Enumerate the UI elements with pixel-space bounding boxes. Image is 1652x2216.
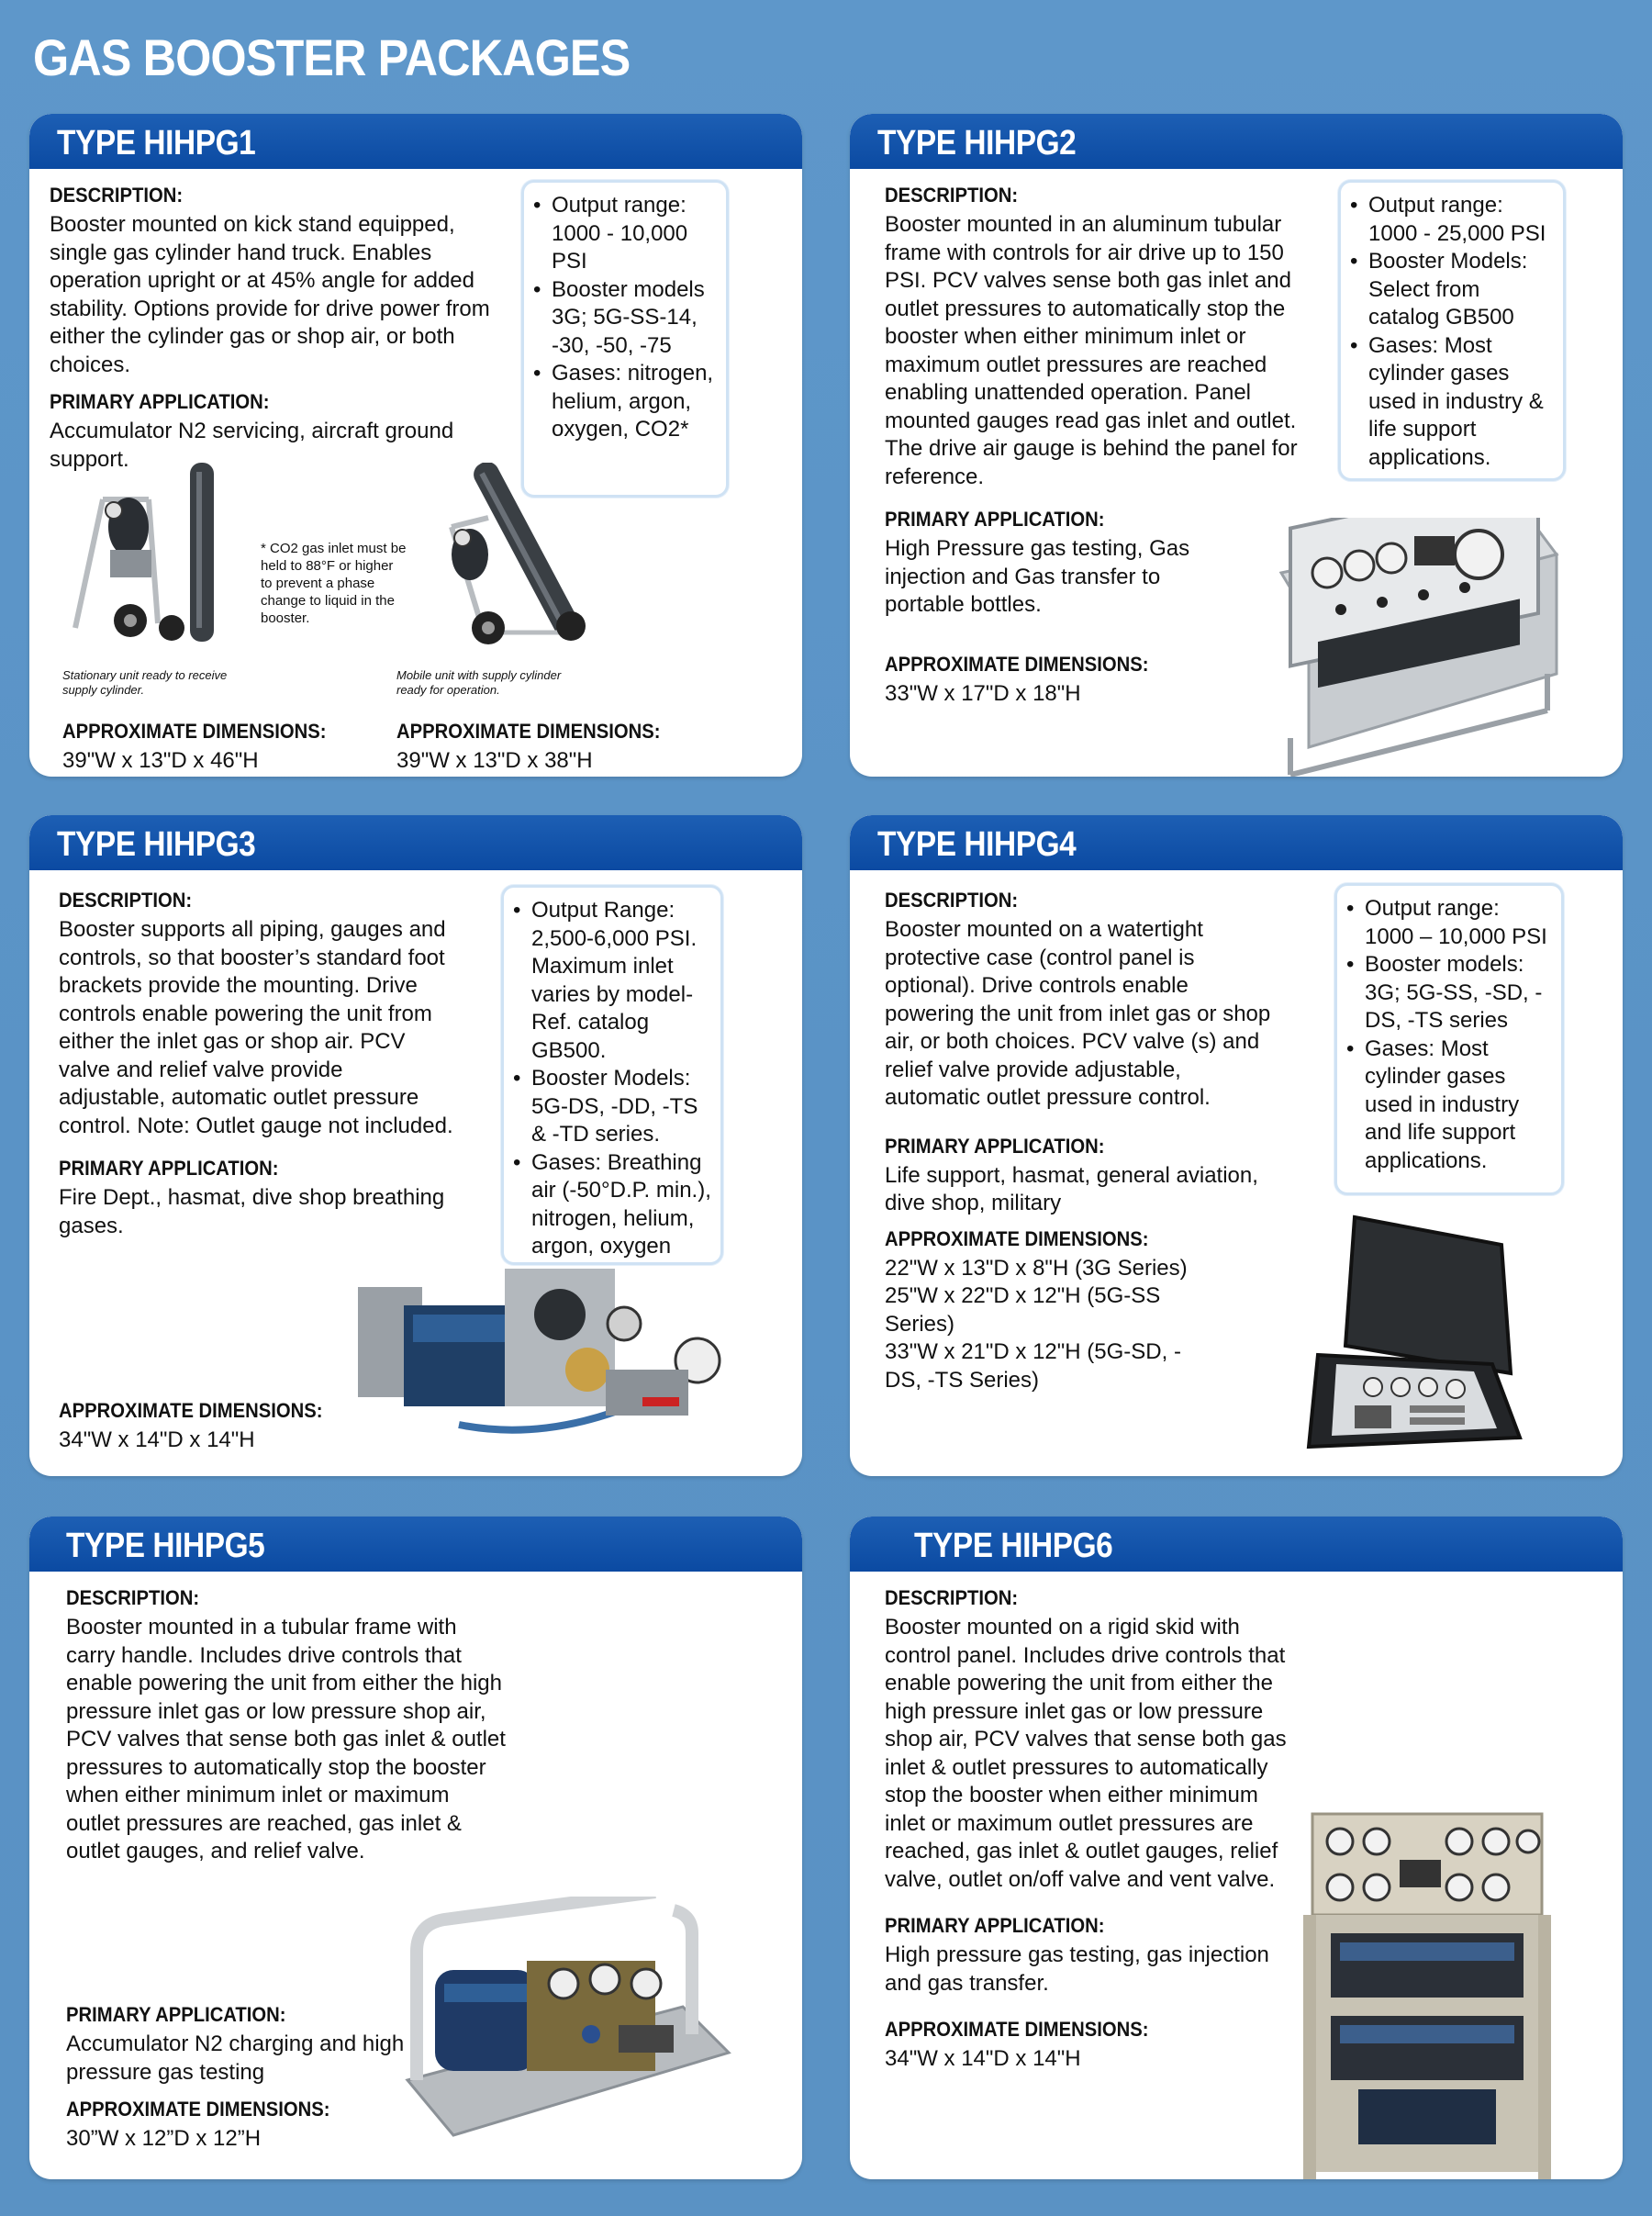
application-text: Accumulator N2 servicing, aircraft ground support.	[50, 419, 454, 472]
spec-item: • Gases: nitrogen, helium, argon, oxygen, CO2*	[533, 360, 717, 444]
description-label: DESCRIPTION:	[885, 1586, 1019, 1609]
card-title: TYPE HIHPG2	[850, 114, 1623, 169]
description-label: DESCRIPTION:	[66, 1586, 200, 1609]
description-text: Booster mounted on kick stand equipped, single gas cylinder hand truck. Enables operation upright or at 45% angle for added stability. Options provide for drive power from either the cylinder gas or shop air, or both choices.	[50, 212, 490, 377]
description-text: Booster supports all piping, gauges and controls, so that booster’s standard foot brackets provide the mounting. Drive controls enable powering the unit from either the inlet gas or shop air. PCV valve and relief valve provide adjustable, automatic outlet pressure control. Note: Outlet gauge not included.	[59, 917, 453, 1138]
application-label: PRIMARY APPLICATION:	[66, 2003, 286, 2026]
dimensions-line: 22"W x 13"D x 8"H (3G Series)	[885, 1255, 1188, 1281]
spec-item: • Booster models 3G; 5G-SS-14, -30, -50, -75	[533, 276, 717, 361]
dimensions-line: 33"W x 21"D x 12"H (5G-SD, -DS, -TS Series)	[885, 1339, 1181, 1393]
spec-item: • Booster models: 3G; 5G-SS, -SD, -DS, -TS series	[1346, 951, 1552, 1035]
spec-item: • Booster Models: Select from catalog GB500	[1350, 248, 1554, 332]
description-text: Booster mounted in an aluminum tubular frame with controls for air drive up to 150 PSI. PCV valves sense both gas inlet and outlet pressures to automatically stop the booster when either minimum inlet or maximum outlet pressures are reached enabling unattended operation. Panel mounted gauges read gas inlet and outlet. The drive air gauge is behind the panel for reference.	[885, 212, 1298, 489]
card-hihpg2	[850, 114, 1623, 777]
spec-item: • Output range: 1000 – 10,000 PSI	[1346, 895, 1552, 951]
hihpg2-product-image	[1254, 518, 1566, 777]
stationary-unit-image	[57, 463, 240, 646]
hihpg5-product-image	[380, 1897, 747, 2163]
spec-item: • Booster Models: 5G-DS, -DD, -TS & -TD series.	[513, 1065, 711, 1149]
caption-mobile: Mobile unit with supply cylinder ready for operation.	[396, 668, 562, 697]
spec-box	[1338, 180, 1566, 481]
description-text: Booster mounted in a tubular frame with carry handle. Includes drive controls that enable powering the unit from either the high pressure inlet gas or low pressure shop air, PCV valves that sense both gas inlet & outlet pressures to automatically stop the booster when either minimum inlet or maximum outlet pressures are reached, gas inlet & outlet gauges, and relief valve.	[66, 1615, 506, 1863]
dimensions-label: APPROXIMATE DIMENSIONS:	[59, 1399, 323, 1422]
card-hihpg3	[29, 815, 802, 1476]
description-text: Booster mounted on a watertight protective case (control panel is optional). Drive controls enable powering the unit from inlet gas or shop air, or both choices. PCV valve (s) and relief valve provide adjustable, automatic outlet pressure control.	[885, 917, 1271, 1110]
spec-item: • Gases: Most cylinder gases used in industry and life support applications.	[1346, 1035, 1552, 1176]
dimensions-text: 39"W x 13"D x 46"H	[62, 748, 259, 773]
co2-note: * CO2 gas inlet must be held to 88°F or higher to prevent a phase change to liquid in the booster.	[261, 541, 407, 626]
dimensions-label: APPROXIMATE DIMENSIONS:	[885, 1226, 1149, 1250]
card-hihpg1	[29, 114, 802, 777]
card-hihpg5	[29, 1517, 802, 2179]
spec-item: • Output Range: 2,500-6,000 PSI. Maximum inlet varies by model- Ref. catalog GB500.	[513, 897, 711, 1065]
dimensions-label: APPROXIMATE DIMENSIONS:	[885, 652, 1149, 676]
hihpg3-product-image	[349, 1259, 734, 1452]
hihpg6-product-image	[1285, 1805, 1560, 2179]
description-label: DESCRIPTION:	[59, 889, 193, 912]
application-label: PRIMARY APPLICATION:	[885, 1914, 1105, 1937]
spec-item: • Output range: 1000 - 25,000 PSI	[1350, 192, 1554, 248]
application-label: PRIMARY APPLICATION:	[59, 1157, 279, 1180]
card-title: TYPE HIHPG4	[850, 815, 1623, 870]
description-label: DESCRIPTION:	[50, 184, 184, 207]
card-title: TYPE HIHPG6	[850, 1517, 1623, 1572]
application-text: High pressure gas testing, gas injection and gas transfer.	[885, 1942, 1269, 1996]
spec-item: • Gases: Breathing air (-50°D.P. min.), nitrogen, helium, argon, oxygen	[513, 1149, 711, 1261]
dimensions-label: APPROXIMATE DIMENSIONS:	[62, 720, 327, 743]
description-label: DESCRIPTION:	[885, 184, 1019, 207]
caption-stationary: Stationary unit ready to receive supply cylinder.	[62, 668, 228, 697]
card-title: TYPE HIHPG3	[29, 815, 802, 870]
dimensions-text: 39"W x 13"D x 38"H	[396, 748, 593, 773]
description-label: DESCRIPTION:	[885, 889, 1019, 912]
application-label: PRIMARY APPLICATION:	[885, 508, 1105, 531]
mobile-unit-image	[433, 463, 589, 646]
spec-item: • Output range: 1000 - 10,000 PSI	[533, 192, 717, 276]
page-title: GAS BOOSTER PACKAGES	[33, 28, 631, 86]
spec-item: • Gases: Most cylinder gases used in industry & life support applications.	[1350, 332, 1554, 473]
dimensions-label: APPROXIMATE DIMENSIONS:	[66, 2098, 330, 2121]
dimensions-label: APPROXIMATE DIMENSIONS:	[396, 720, 661, 743]
application-label: PRIMARY APPLICATION:	[885, 1134, 1105, 1158]
spec-box	[1334, 883, 1564, 1195]
application-text: Accumulator N2 charging and high pressure gas testing	[66, 2031, 405, 2085]
application-text: High Pressure gas testing, Gas injection and Gas transfer to portable bottles.	[885, 536, 1190, 617]
card-hihpg6	[850, 1517, 1623, 2179]
card-title: TYPE HIHPG5	[29, 1517, 802, 1572]
dimensions-text: 33"W x 17"D x 18"H	[885, 680, 1081, 706]
dimensions-text: 30”W x 12”D x 12”H	[66, 2126, 262, 2151]
dimensions-text: 34"W x 14"D x 14"H	[885, 2046, 1081, 2071]
dimensions-text: 34"W x 14"D x 14"H	[59, 1427, 255, 1452]
dimensions-label: APPROXIMATE DIMENSIONS:	[885, 2018, 1149, 2041]
card-title: TYPE HIHPG1	[29, 114, 802, 169]
description-text: Booster mounted on a rigid skid with control panel. Includes drive controls that enable powering the unit from either the high pressure inlet gas or low pressure shop air, PCV valves that sense both gas inlet & outlet pressures to automatically stop the booster when either minimum inlet or maximum outlet pressures are reached, gas inlet & outlet gauges, relief valve, outlet on/off valve and vent valve.	[885, 1615, 1287, 1892]
spec-box	[501, 885, 723, 1265]
card-hihpg4	[850, 815, 1623, 1476]
hihpg4-product-image	[1290, 1208, 1529, 1456]
spec-box	[521, 180, 729, 498]
application-text: Fire Dept., hasmat, dive shop breathing gases.	[59, 1185, 445, 1238]
application-text: Life support, hasmat, general aviation, dive shop, military	[885, 1162, 1258, 1215]
dimensions-line: 25"W x 22"D x 12"H (5G-SS Series)	[885, 1283, 1161, 1337]
application-label: PRIMARY APPLICATION:	[50, 390, 270, 413]
